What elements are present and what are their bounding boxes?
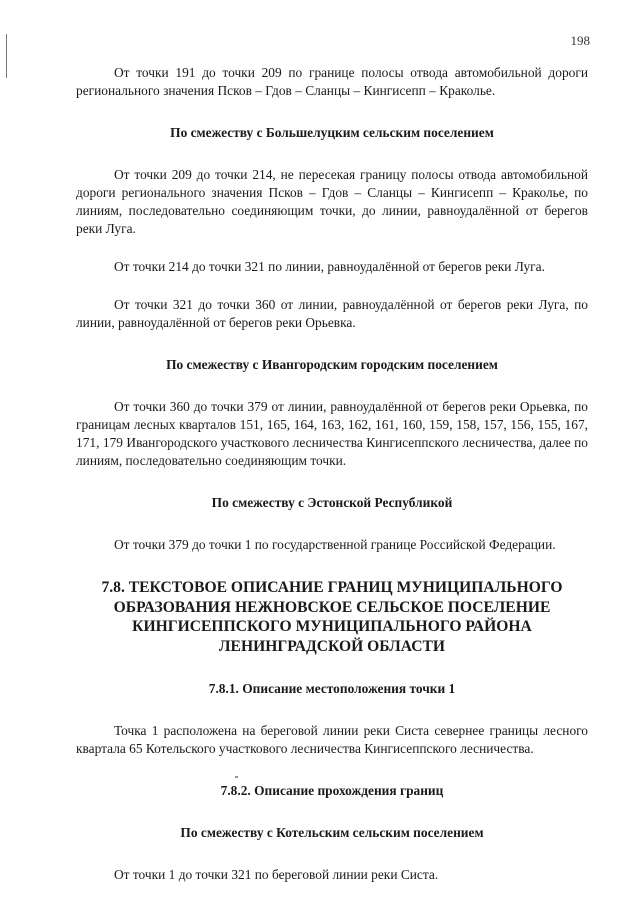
scan-margin-mark [6, 34, 7, 78]
section-title: 7.8. ТЕКСТОВОЕ ОПИСАНИЕ ГРАНИЦ МУНИЦИПАЛЬНОГО ОБРАЗОВАНИЯ НЕЖНОВСКОЕ СЕЛЬСКОЕ ПОСЕЛЕНИЕ КИНГИСЕППСКОГО МУНИЦИПАЛЬНОГО РАЙОНА ЛЕНИНГРАДСКОЙ ОБЛАСТИ [101, 579, 563, 655]
heading-ivangorodskoe: По смежеству с Ивангородским городским поселением [166, 357, 498, 372]
paragraph-1: От точки 191 до точки 209 по границе полосы отвода автомобильной дороги регионального значения Псков – Гдов – Сланцы – Кингисепп – Краколье. [76, 65, 588, 98]
heading-boundary-description: 7.8.2. Описание прохождения границ [220, 783, 444, 798]
page-number: 198 [570, 33, 590, 48]
paragraph-8: От точки 1 до точки 321 по береговой линии реки Систа. [114, 867, 439, 882]
paragraph-6: От точки 379 до точки 1 по государственной границе Российской Федерации. [114, 537, 556, 552]
paragraph-3: От точки 214 до точки 321 по линии, равноудалённой от берегов реки Луга. [114, 259, 545, 274]
heading-estonia: По смежеству с Эстонской Республикой [211, 495, 453, 510]
paragraph-5: От точки 360 до точки 379 от линии, равноудалённой от берегов реки Орьевка, по границам лесных кварталов 151, 165, 164, 163, 162, 161, 160, 159, 158, 157, 156, 155, 167, 171, 179 Ивангородского участкового лесничества Кингисеппского лесничества, далее по линиям, последовательно соединяющим точки. [76, 399, 588, 468]
heading-point-1-location: 7.8.1. Описание местоположения точки 1 [208, 681, 456, 696]
document-body [76, 64, 588, 884]
heading-kotelskoe: По смежеству с Котельским сельским поселением [180, 825, 484, 840]
paragraph-7: Точка 1 расположена на береговой линии реки Систа севернее границы лесного квартала 65 Котельского участкового лесничества Кингисеппского лесничества. [76, 723, 588, 756]
paragraph-4: От точки 321 до точки 360 от линии, равноудалённой от берегов реки Луга, по линии, равноудалённой от берегов реки Орьевка. [76, 297, 588, 330]
heading-bolsheluckoe: По смежеству с Большелуцким сельским поселением [170, 125, 494, 140]
paragraph-2: От точки 209 до точки 214, не пересекая границу полосы отвода автомобильной дороги регионального значения Псков – Гдов – Сланцы – Кингисепп – Краколье, по линиям, последовательно соединяющим точки, до линии, равноудалённой от берегов реки Луга. [76, 167, 588, 236]
scan-speck [235, 776, 238, 778]
